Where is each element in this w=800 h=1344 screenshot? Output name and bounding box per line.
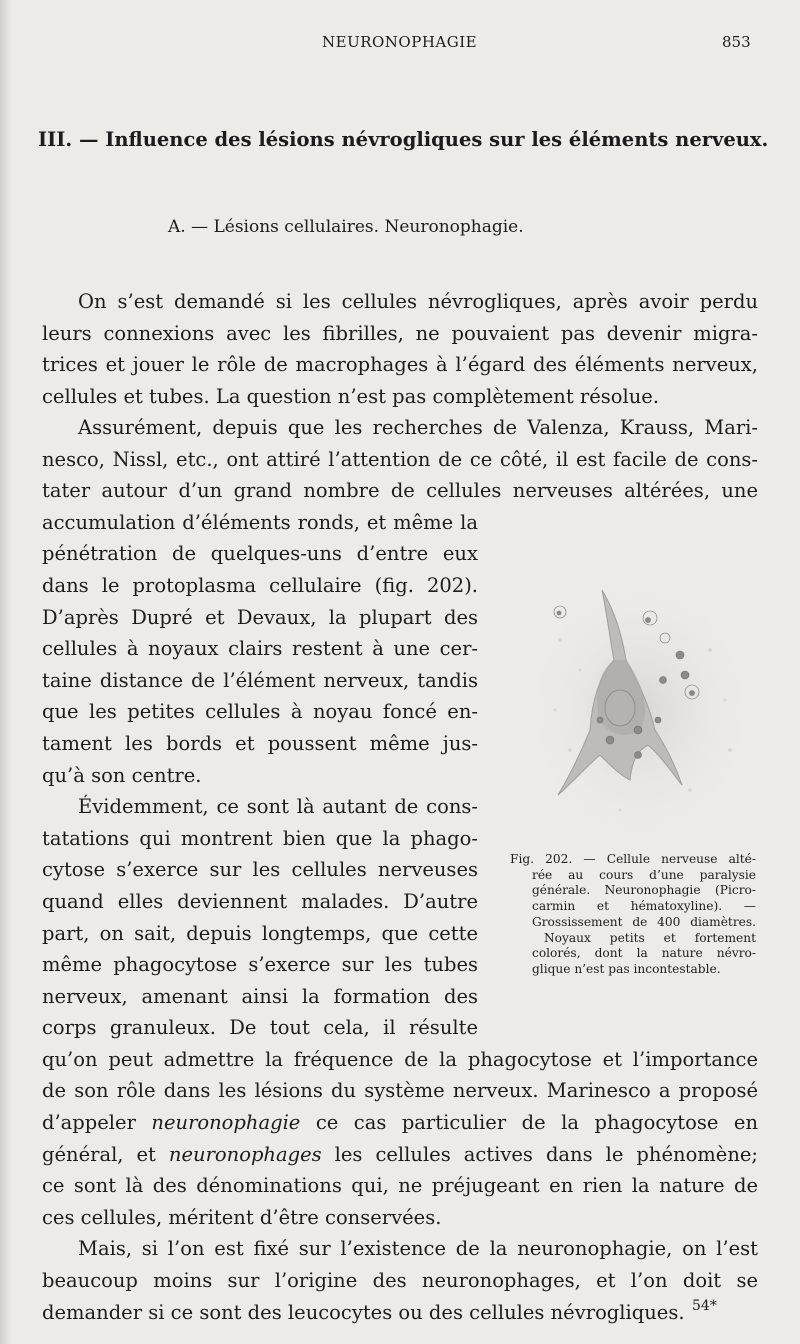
text-line: Assurément, depuis que les recherches de Valenza, Krauss, Mari- [78,416,758,439]
text-line: quand elles deviennent malades. D’autre [42,889,478,913]
text-line: tament les bords et poussent même jus- [42,731,478,755]
caption-line: Fig. 202. — Cellule nerveuse alté- [510,852,756,866]
figure-202-nerve-cell-illustration [530,580,750,840]
caption-line: colorés, dont la nature névro- [532,946,756,961]
term-neuronophages: neuronophages [168,1142,322,1166]
caption-line: Grossissement de 400 diamètres. [532,914,756,929]
section-title: III. — Influence des lésions névrogliques sur les éléments nerveux. [38,128,769,151]
caption-line: rée au cours d’une paralysie [532,867,756,882]
text-line: même phagocytose s’exerce sur les tubes [42,953,478,977]
caption-line: générale. Neuronophagie (Picro- [532,883,756,898]
text-line: Mais, si l’on est fixé sur l’existence de la neuronophagie, on l’est [78,1237,758,1261]
text-line: ce sont là des dénominations qui, ne préjugeant en rien la nature de [42,1174,758,1198]
caption-line: glique n’est pas incontestable. [532,961,721,976]
text-line: corps granuleux. De tout cela, il résulte [42,1016,478,1040]
text-line: dans le protoplasma cellulaire (fig. 202). [42,573,478,597]
text-line: leurs connexions avec les fibrilles, ne pouvaient pas devenir migra- [42,321,758,345]
term-neuronophagie: neuronophagie [151,1111,301,1135]
page-gutter-shadow [0,0,12,1344]
text-line: cytose s’exerce sur les cellules nerveuses [42,858,478,882]
text-line [42,1107,758,1139]
text-line: On s’est demandé si les cellules névrogliques, après avoir perdu [78,290,758,313]
text-line: taine distance de l’élément nerveux, tandis [42,668,478,692]
text-line: ces cellules, méritent d’être conservées. [42,1205,442,1229]
text-line: nerveux, amenant ainsi la formation des [42,984,478,1008]
caption-line: carmin et hématoxyline). — [532,899,756,914]
text-run: d’appeler [42,1111,152,1135]
text-line: accumulation d’éléments ronds, et même la [42,510,478,534]
text-line: Évidemment, ce sont là autant de cons- [78,795,478,819]
page-number: 853 [722,33,751,51]
text-line: trices et jouer le rôle de macrophages à l’égard des éléments nerveux, [42,353,758,377]
section-subtitle: A. — Lésions cellulaires. Neuronophagie. [168,217,524,237]
text-run: général, et [42,1142,169,1166]
text-line: part, on sait, depuis longtemps, que cette [42,921,478,945]
text-line [42,1139,758,1171]
paragraph-1 [42,286,758,412]
text-line: pénétration de quelques-uns d’entre eux [42,542,478,566]
signature-mark: 54* [692,1298,717,1314]
text-run: ce cas particulier de la phagocytose en [300,1111,758,1135]
text-line: que les petites cellules à noyau foncé en- [42,700,478,724]
text-line: nesco, Nissl, etc., ont attiré l’attention de ce côté, il est facile de cons- [42,447,758,471]
caption-line: Noyaux petits et fortement [544,930,756,945]
text-line: qu’on peut admettre la fréquence de la phagocytose et l’importance [42,1047,758,1071]
text-line: cellules et tubes. La question n’est pas complètement résolue. [42,384,660,408]
text-line: de son rôle dans les lésions du système nerveux. Marinesco a proposé [42,1079,758,1103]
text-run: les cellules actives dans le phénomène; [321,1142,759,1166]
text-line: beaucoup moins sur l’origine des neuronophages, et l’on doit se [42,1269,758,1293]
figure-202-caption [510,852,756,978]
text-line: tatations qui montrent bien que la phago- [42,826,478,850]
text-line: qu’à son centre. [42,763,202,787]
text-line: demander si ce sont des leucocytes ou des cellules névrogliques. [42,1300,685,1324]
text-line: tater autour d’un grand nombre de cellules nerveuses altérées, une [42,479,758,503]
running-header-title: NEURONOPHAGIE [322,33,478,51]
text-line: cellules à noyaux clairs restent à une cer- [42,637,478,661]
text-line: D’après Dupré et Devaux, la plupart des [42,605,478,629]
